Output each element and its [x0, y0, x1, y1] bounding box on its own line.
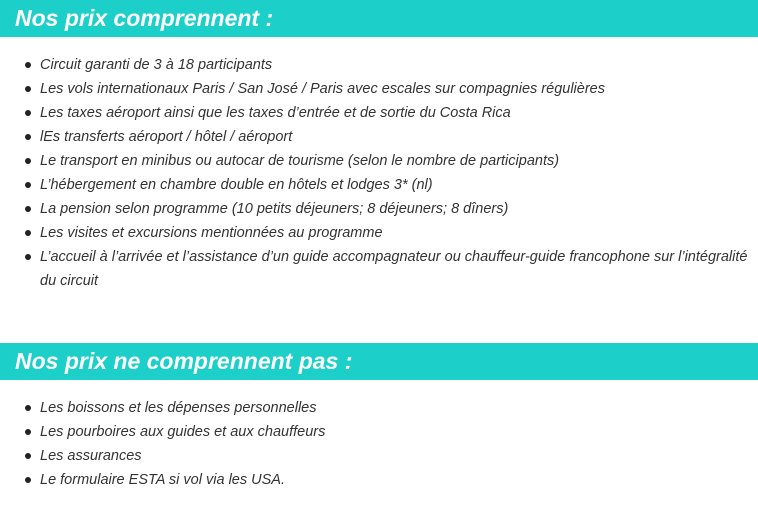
list-item [0, 420, 758, 444]
bullet-icon [25, 405, 31, 411]
bullet-icon [25, 110, 31, 116]
bullet-icon [25, 477, 31, 483]
list-item [0, 77, 758, 101]
list-item-text: Le transport en minibus ou autocar de tourisme (selon le nombre de participants) [40, 153, 560, 169]
bullet-icon [25, 429, 31, 435]
list-item-text: Les boissons et les dépenses personnelles [40, 400, 317, 416]
list-item [0, 173, 758, 197]
list-item-text: La pension selon programme (10 petits déjeuners; 8 déjeuners; 8 dîners) [40, 201, 509, 217]
bullet-icon [25, 453, 31, 459]
excluded-section-title: Nos prix ne comprennent pas : [0, 343, 758, 380]
list-item-text: Les visites et excursions mentionnées au programme [40, 225, 383, 241]
list-item [0, 197, 758, 221]
list-item [0, 221, 758, 245]
excluded-list [0, 396, 758, 492]
list-item [0, 53, 758, 77]
bullet-icon [25, 86, 31, 92]
bullet-icon [25, 182, 31, 188]
bullet-icon [25, 206, 31, 212]
list-item-text: Le formulaire ESTA si vol via les USA. [40, 472, 285, 488]
list-item [0, 396, 758, 420]
list-item-text: Les assurances [40, 448, 142, 464]
included-list [0, 53, 758, 293]
bullet-icon [25, 254, 31, 260]
bullet-icon [25, 230, 31, 236]
bullet-icon [25, 134, 31, 140]
list-item-text: Les pourboires aux guides et aux chauffeurs [40, 424, 326, 440]
list-item-text: Les taxes aéroport ainsi que les taxes d’entrée et de sortie du Costa Rica [40, 105, 511, 121]
list-item [0, 101, 758, 125]
list-item [0, 149, 758, 173]
included-section-title: Nos prix comprennent : [0, 0, 758, 37]
list-item-text: L’hébergement en chambre double en hôtels et lodges 3* (nl) [40, 177, 433, 193]
bullet-icon [25, 62, 31, 68]
bullet-icon [25, 158, 31, 164]
list-item [0, 245, 758, 293]
list-item-text: Circuit garanti de 3 à 18 participants [40, 57, 273, 73]
list-item [0, 468, 758, 492]
list-item-text: Les vols internationaux Paris / San José / Paris avec escales sur compagnies régulières [40, 81, 605, 97]
list-item [0, 125, 758, 149]
list-item-text: lEs transferts aéroport / hôtel / aéroport [40, 129, 293, 145]
list-item [0, 444, 758, 468]
list-item-text: L’accueil à l’arrivée et l’assistance d’un guide accompagnateur ou chauffeur-guide francophone sur l’intégralité du circuit [40, 249, 748, 289]
